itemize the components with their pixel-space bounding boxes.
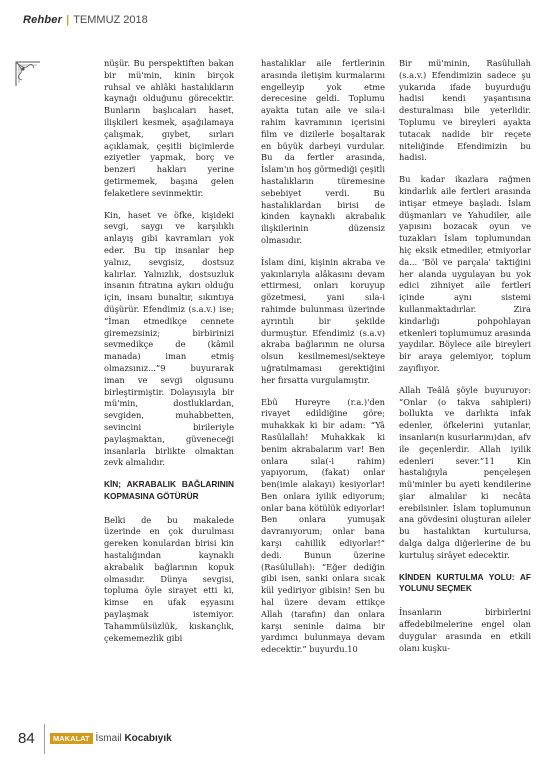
article-column-1 (104, 58, 234, 654)
paragraph: Belki de bu makalede üzerinde en çok durulması gereken konulardan birisi kin hastalığından kaynaklı akrabalık bağlarının kopuk olmasıdır. Dünya sevgisi, topluma öyle sirayet etti ki, kimse en ufak eşyasını paylaşmak istemiyor. Tahammülsüzlük, kıskançlık, çekememezlik gibi (104, 514, 234, 643)
paragraph: Ebû Hureyre (r.a.)'den rivayet edildiğine göre; muhakkak ki bir adam: “Yâ Rasûlallah! Muhakkak ki benim akrabalarım var! Ben onlara sıla(-i rahim) yapıyorum, (fakat) onlar ben(imle alakayı) kesiyorlar! Ben onlara iyilik ediyorum; onlar bana kötülük ediyorlar! Ben onlara yumuşak davranıyorum; onlar bana karşı cahillik ediyorlar!” dedi. Bunun üzerine (Rasûlullah): “Eğer dediğin gibi isen, sanki onlara sıcak kül yediriyor gibisin! Sen bu hal üzere devam ettikçe Allah (tarafın) dan onlara karşı seninle daima bir yardımcı bulunmaya devam edecektir.” buyurdu.10 (261, 396, 385, 655)
paragraph: nüşür. Bu perspektiften bakan bir mü'min, kinin birçok ruhsal ve ahlâki hastalıkların kaynağı olduğunu görecektir. Bunların başlıcaları haset, ilişkileri kesmek, aşağılamaya çalışmak, gıybet, sırları açıklamak, çeşitli biçimlerde eziyetler yapmak, borç ve benzeri hakları yerine getirmemek, başına gelen felaketlere sevinmektir. (104, 58, 234, 198)
article-column-2 (261, 58, 385, 666)
header-separator: | (66, 14, 70, 26)
author-last-name: Kocabıyık (124, 733, 172, 744)
paragraph: Bir mü'minin, Rasûlullah (s.a.v.) Efendimizin sadece şu yukarıda ifade buyurduğu hadisi kendi yaşantısına desturalması bile yeterlidir. Toplumu ve bireyleri ayakta tutacak nadide bir reçete niteliğinde Efendimizin bu hadisi. (399, 58, 531, 163)
paragraph: Kin, haset ve öfke, kişideki sevgi, saygı ve karşılıklı anlayış gibi kavramları yok eder. Bu tip insanlar hep yalnız, sevgisiz, dostsuz kalırlar. Yalnızlık, dostsuzluk insanın fıtratına aykırı olduğu için, insanı bunaltır, sıkıntıya düşürür. Efendimiz (s.a.v.) ise; “İman etmedikçe cennete giremezsiniz; birbirinizi sevmedikçe de (kâmil manada) iman etmiş olmazsınız...”9 buyurarak iman ve sevgi olgusunu birleştirmiştir. Dolayısıyla bir mü'min, dostluklardan, sevgiden, muhabbetten, sevincini birileriyle paylaşmaktan, güveneceği insanlarla birlikte olmaktan zevk almalıdır. (104, 209, 234, 468)
running-header (23, 14, 148, 30)
section-heading: KİN; AKRABALIK BAĞLARININ KOPMASINA GÖTÜRÜR (104, 479, 234, 501)
issue-date: TEMMUZ 2018 (73, 14, 148, 26)
corner-ornament-icon (14, 60, 42, 88)
article-column-3 (399, 58, 531, 664)
paragraph: İslam dini, kişinin akraba ve yakınlarıyla alâkasını devam ettirmesi, onları koruyup gözetmesi, yani sıla-i rahimde bulunması üzerinde ayrıntılı bir şekilde durmuştur. Efendimiz (s.a.v) akraba bağlarının ne olursa olsun kesilmemesi/sekteye uğratılmaması gerektiğini her fırsatta vurgulamıştır. (261, 256, 385, 385)
running-footer (50, 733, 172, 744)
author-first-name: İsmail (95, 733, 122, 744)
section-tag: MAKALAT (50, 733, 93, 744)
section-heading: KİNDEN KURTULMA YOLU: AF YOLUNU SEÇMEK (399, 571, 531, 594)
paragraph: hastalıklar aile fertlerinin arasında iletişim kurmalarını engelleyip yok etme derecesine geldi. Toplumu ayakta tutan aile ve sıla-i rahim kavramının içerisini film ve dizilerle boşaltarak en büyük darbeyi vurdular. Bu da fertler arasında, İslam'ın hoş görmediği çeşitli hastalıkların türemesine sebebiyet verdi. Bu hastalıklardan birisi de kinden kaynaklı akrabalık ilişkilerinin düzensiz olmasıdır. (261, 58, 385, 245)
footer-divider (44, 724, 45, 754)
magazine-brand: Rehber (23, 14, 63, 26)
paragraph: Bu kadar ikazlara rağmen kindarlık aile fertleri arasında intişar etmeye başladı. İslam düşmanları ve Yahudiler, aile yapısını bozacak oyun ve tuzakları İslam toplumundan hiç eksik etmediler, etmiyorlar da... 'Böl ve parçala' taktiğini her alanda uygulayan bu yok edici zihniyet aile fertleri içinde aynı sistemi kullanmaktadırlar. Zira kindarlığı pohpohlayan etkenleri toplumumuz arasında yaydılar. Böylece aile bireyleri bir araya gelemiyor, toplum zayıflıyor. (399, 174, 531, 373)
page-number: 84 (18, 730, 35, 747)
paragraph: İnsanların birbirlerini affedebilmelerine engel olan duygular arasında en etkili olanı kuşku- (399, 607, 531, 653)
paragraph: Allah Teâlâ şöyle buyuruyor: “Onlar (o takva sahipleri) bollukta ve darlıkta infak edenler, öfkelerini yutanlar, insanları(n kusurlarını)dan, afv ile geçenlerdir. Allah iyilik edenleri sever.”11 Kin hastalığıyla pençeleşen mü'minler bu ayeti kendilerine şiar almalılar ki necâta erebilsinler. İslam toplumunun ana gövdesini oluşturan aileler bu hastalıktan kurtulursa, dalga dalga diğerlerine de bu kurtuluş sirâyet edecektir. (399, 384, 531, 560)
